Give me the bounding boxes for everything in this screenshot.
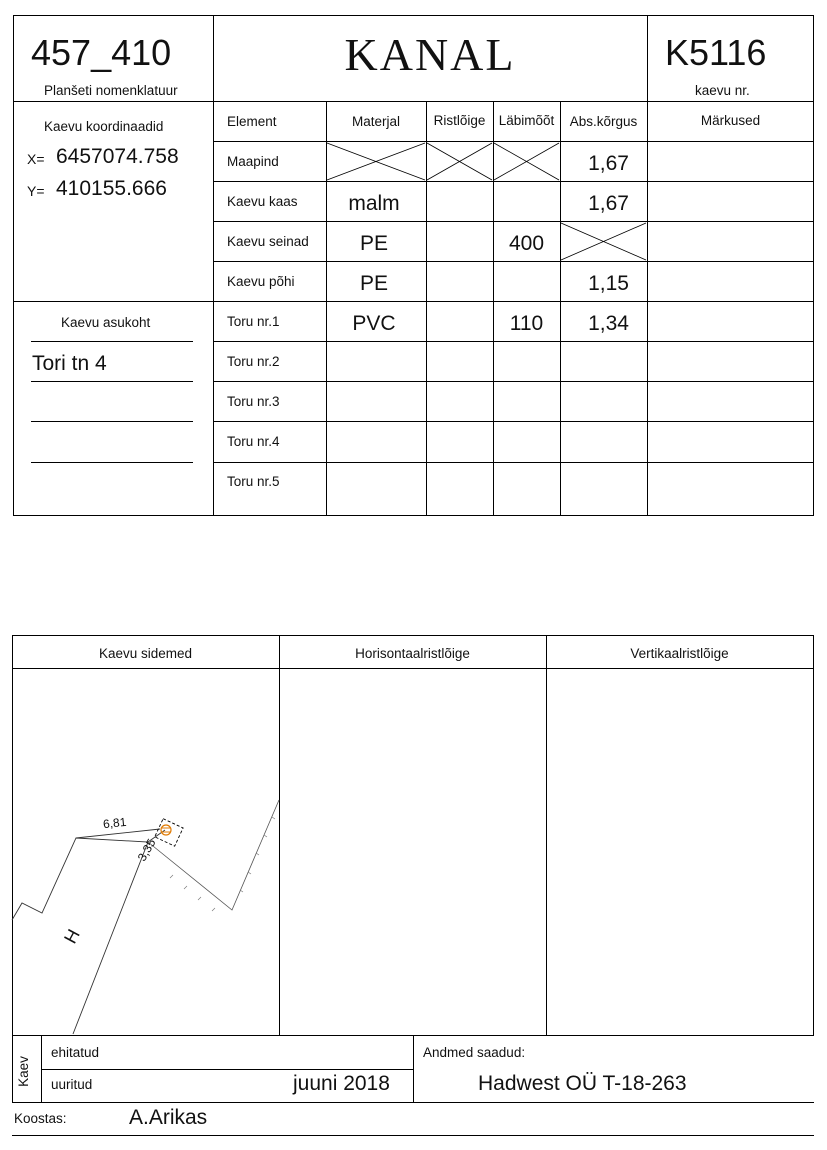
table-row-material: PE bbox=[359, 232, 388, 255]
column-header-abs-height: Abs.kõrgus bbox=[569, 114, 638, 129]
well-number-value: K5116 bbox=[665, 32, 767, 73]
well-marker-icon bbox=[161, 825, 171, 835]
table-row-material: malm bbox=[348, 192, 400, 215]
well-number-label: kaevu nr. bbox=[695, 83, 750, 98]
data-source-value: Hadwest OÜ T-18-263 bbox=[478, 1072, 687, 1095]
measured-label: uuritud bbox=[51, 1077, 93, 1092]
table-row-material: PVC bbox=[352, 312, 396, 335]
divider bbox=[12, 1035, 13, 1102]
location-label: Kaevu asukoht bbox=[61, 315, 151, 330]
column-header-diameter: Läbimõõt bbox=[498, 113, 555, 128]
divider bbox=[12, 1102, 814, 1103]
dimension-label-1: 6,81 bbox=[102, 814, 128, 832]
pipe-line bbox=[148, 800, 279, 910]
page-title: KANAL bbox=[344, 29, 516, 80]
table-row-element: Kaevu kaas bbox=[227, 194, 298, 209]
table-row-height: 1,67 bbox=[588, 152, 629, 175]
divider bbox=[41, 1069, 413, 1070]
x-coordinate-value: 6457074.758 bbox=[56, 145, 179, 168]
table-row-height: 1,67 bbox=[588, 192, 629, 215]
nomenclature-value: 457_410 bbox=[31, 32, 172, 73]
coordinates-label: Kaevu koordinaadid bbox=[44, 119, 164, 134]
table-row-element: Toru nr.1 bbox=[227, 314, 280, 329]
table-row-element: Kaevu põhi bbox=[227, 274, 295, 289]
divider bbox=[413, 1035, 414, 1102]
table-row-element: Toru nr.3 bbox=[227, 394, 280, 409]
y-coordinate-label: Y= bbox=[27, 183, 45, 199]
author-label: Koostas: bbox=[14, 1111, 67, 1126]
x-coordinate-label: X= bbox=[27, 151, 45, 167]
kaev-label: Kaev bbox=[15, 1056, 31, 1087]
table-row-element: Toru nr.5 bbox=[227, 474, 280, 489]
built-label: ehitatud bbox=[51, 1045, 100, 1060]
building-label: H bbox=[60, 925, 84, 947]
table-row-height: 1,15 bbox=[588, 272, 629, 295]
data-source-label: Andmed saadud: bbox=[423, 1045, 526, 1060]
nomenclature-label: Planšeti nomenklatuur bbox=[44, 83, 178, 98]
location-address: Tori tn 4 bbox=[32, 352, 107, 375]
table-row-material: PE bbox=[359, 272, 388, 295]
section-header-well-ties: Kaevu sidemed bbox=[98, 646, 193, 661]
table-row-element: Kaevu seinad bbox=[227, 234, 309, 249]
table-row-diameter: 400 bbox=[508, 232, 545, 255]
column-header-section: Ristlõige bbox=[433, 113, 486, 128]
measured-value: juuni 2018 bbox=[293, 1072, 390, 1095]
dimension-label-2: 3,35 bbox=[134, 836, 159, 864]
author-value: A.Arikas bbox=[129, 1106, 208, 1129]
y-coordinate-value: 410155.666 bbox=[56, 177, 167, 200]
column-header-material: Materjal bbox=[351, 114, 400, 129]
section-header-vertical-section: Vertikaalristlõige bbox=[630, 646, 729, 661]
section-header-horizontal-section: Horisontaalristlõige bbox=[355, 646, 470, 661]
table-row-element: Toru nr.2 bbox=[227, 354, 280, 369]
table-row-element: Toru nr.4 bbox=[227, 434, 280, 449]
table-row-diameter: 110 bbox=[509, 312, 544, 335]
column-header-element: Element bbox=[227, 114, 277, 129]
column-header-notes: Märkused bbox=[700, 113, 761, 128]
divider bbox=[12, 1135, 814, 1136]
table-row-element: Maapind bbox=[227, 154, 279, 169]
table-row-height: 1,34 bbox=[588, 312, 629, 335]
